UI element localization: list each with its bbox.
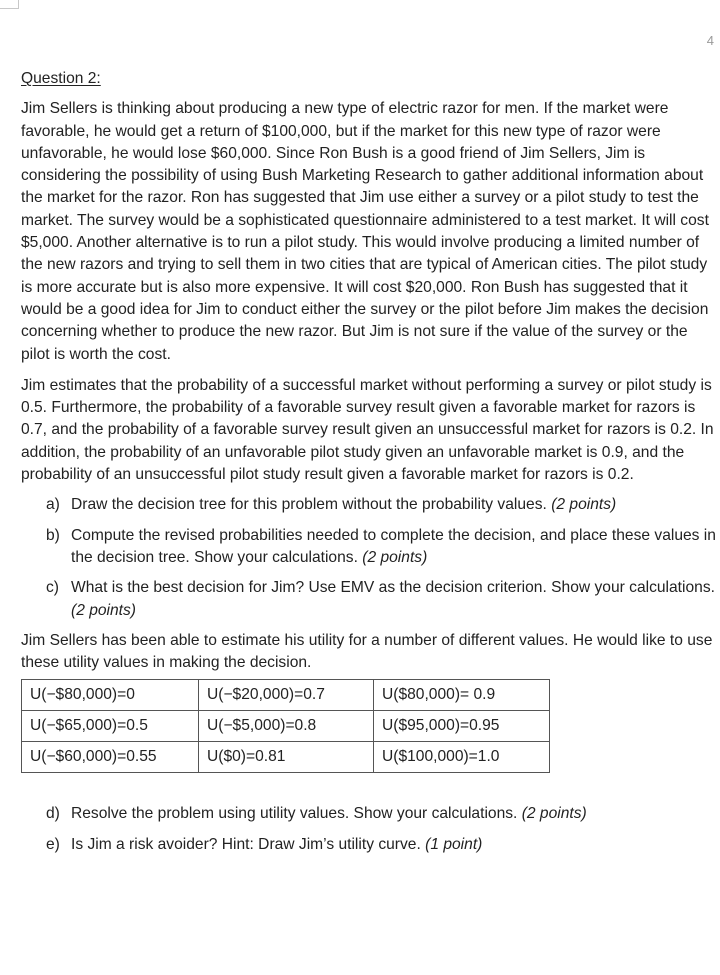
question-text: Compute the revised probabilities needed to complete the decision, and place these values in the decision tree. Show your calculations. [71,526,716,566]
page-number: 4 [706,33,714,48]
question-d [21,803,718,825]
table-row [22,680,550,711]
question-e [21,834,718,856]
question-points: (2 points) [551,496,617,514]
table-cell: U($80,000)= 0.9 [374,680,550,711]
table-cell: U($100,000)=1.0 [374,742,550,773]
question-points: (2 points) [362,548,428,566]
page-corner-mark [0,0,19,9]
table-cell: U(−$60,000)=0.55 [22,742,199,773]
table-cell: U(−$20,000)=0.7 [199,680,374,711]
question-letter: d) [46,805,60,823]
table-cell: U(−$65,000)=0.5 [22,711,199,742]
question-letter: a) [46,496,60,514]
question-points: (2 points) [521,805,587,823]
question-b [21,525,718,570]
table-row [22,711,550,742]
problem-paragraph-1: Jim Sellers is thinking about producing a new type of electric razor for men. If the market were favorable, he would get a return of $100,000, but if the market for this new type of razor were unfavorable, he would lose $60,000. Since Ron Bush is a good friend of Jim Sellers, Jim is considering the possibility of using Bush Marketing Research to gather additional information about the market for the razor. Ron has suggested that Jim use either a survey or a pilot study to test the market. The survey would be a sophisticated questionnaire administered to a test market. It will cost $5,000. Another alternative is to run a pilot study. This would involve producing a limited number of the new razors and trying to sell them in two cities that are typical of American cities. The pilot study is more accurate but is also more expensive. It will cost $20,000. Ron Bush has suggested that it would be a good idea for Jim to conduct either the survey or the pilot before Jim makes the decision concerning whether to produce the new razor. But Jim is not sure if the value of the survey or the pilot is worth the cost. [21,100,709,363]
table-cell: U(−$80,000)=0 [22,680,199,711]
question-list-2 [21,803,718,856]
utility-intro-paragraph: Jim Sellers has been able to estimate his utility for a number of different values. He would like to use these utility values in making the decision. [21,631,713,672]
question-list-1 [21,494,718,621]
question-points: (2 points) [71,601,137,619]
table-row [22,742,550,773]
question-text: Draw the decision tree for this problem without the probability values. [71,496,547,514]
question-text: What is the best decision for Jim? Use EMV as the decision criterion. Show your calculations. [71,579,715,597]
question-title: Question 2: [21,70,101,87]
question-a [21,494,718,516]
question-letter: e) [46,835,60,853]
table-cell: U($95,000)=0.95 [374,711,550,742]
table-cell: U(−$5,000)=0.8 [199,711,374,742]
question-points: (1 point) [425,835,483,853]
problem-paragraph-2: Jim estimates that the probability of a successful market without performing a survey or pilot study is 0.5. Furthermore, the probability of a favorable survey result given a favorable market for razors is 0.7, and the probability of a favorable survey result given an unsuccessful market for razors is 0.2. In addition, the probability of an unfavorable pilot study given an unfavorable market is 0.9, and the probability of an unsuccessful pilot study result given a favorable market for razors is 0.2. [21,376,714,484]
question-c [21,577,718,622]
utility-table [21,679,550,773]
question-letter: b) [46,526,60,544]
document-body [21,68,718,864]
question-letter: c) [46,579,59,597]
question-text: Is Jim a risk avoider? Hint: Draw Jim’s utility curve. [71,835,421,853]
table-cell: U($0)=0.81 [199,742,374,773]
question-text: Resolve the problem using utility values. Show your calculations. [71,805,518,823]
